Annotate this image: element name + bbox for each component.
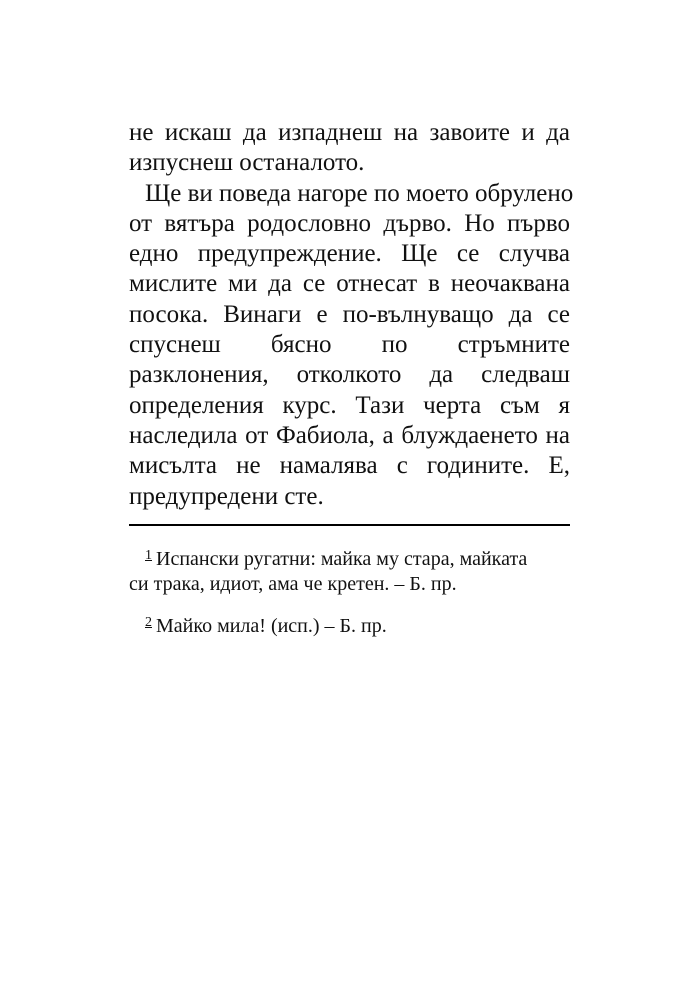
text-line: Ще ви поведа нагоре по моето обрулено bbox=[145, 179, 574, 207]
footnote-line: си трака, идиот, ама че кретен. – Б. пр. bbox=[129, 572, 457, 595]
text-line: едно предупреждение. Ще се случва bbox=[129, 240, 570, 268]
footnote-line bbox=[129, 542, 570, 570]
text-line: мисълта не намалява с годините. Е, bbox=[129, 452, 570, 480]
body-text bbox=[129, 118, 574, 512]
text-line: наследила от Фабиола, а блуждаенето на bbox=[129, 421, 570, 449]
text-line: спуснеш бясно по стръмните bbox=[129, 331, 570, 359]
footnote-line bbox=[129, 609, 570, 637]
text-line: предупредени сте. bbox=[129, 482, 324, 510]
text-line: определения курс. Тази черта съм я bbox=[129, 391, 570, 419]
footnote-text: Испански ругатни: майка му стара, майката bbox=[156, 547, 528, 570]
text-line: мислите ми да се отнесат в неочаквана bbox=[129, 270, 570, 298]
footnote-text: Майко мила! (исп.) – Б. пр. bbox=[156, 614, 387, 637]
text-line: разклонения, отколкото да следваш bbox=[129, 361, 570, 389]
footnote-separator bbox=[129, 524, 570, 526]
footnote-mark: 2 bbox=[145, 614, 152, 630]
text-line: от вятъра родословно дърво. Но първо bbox=[129, 209, 570, 237]
footnotes bbox=[129, 542, 570, 637]
text-line: посока. Винаги е по-вълнуващо да се bbox=[129, 300, 570, 328]
footnote-mark: 1 bbox=[145, 547, 152, 563]
footnote-2 bbox=[129, 609, 570, 637]
footnote-1 bbox=[129, 542, 570, 598]
text-line: не искаш да изпаднеш на завоите и да bbox=[129, 119, 570, 146]
book-page bbox=[129, 118, 574, 637]
text-line: изпуснеш останалото. bbox=[129, 149, 365, 177]
